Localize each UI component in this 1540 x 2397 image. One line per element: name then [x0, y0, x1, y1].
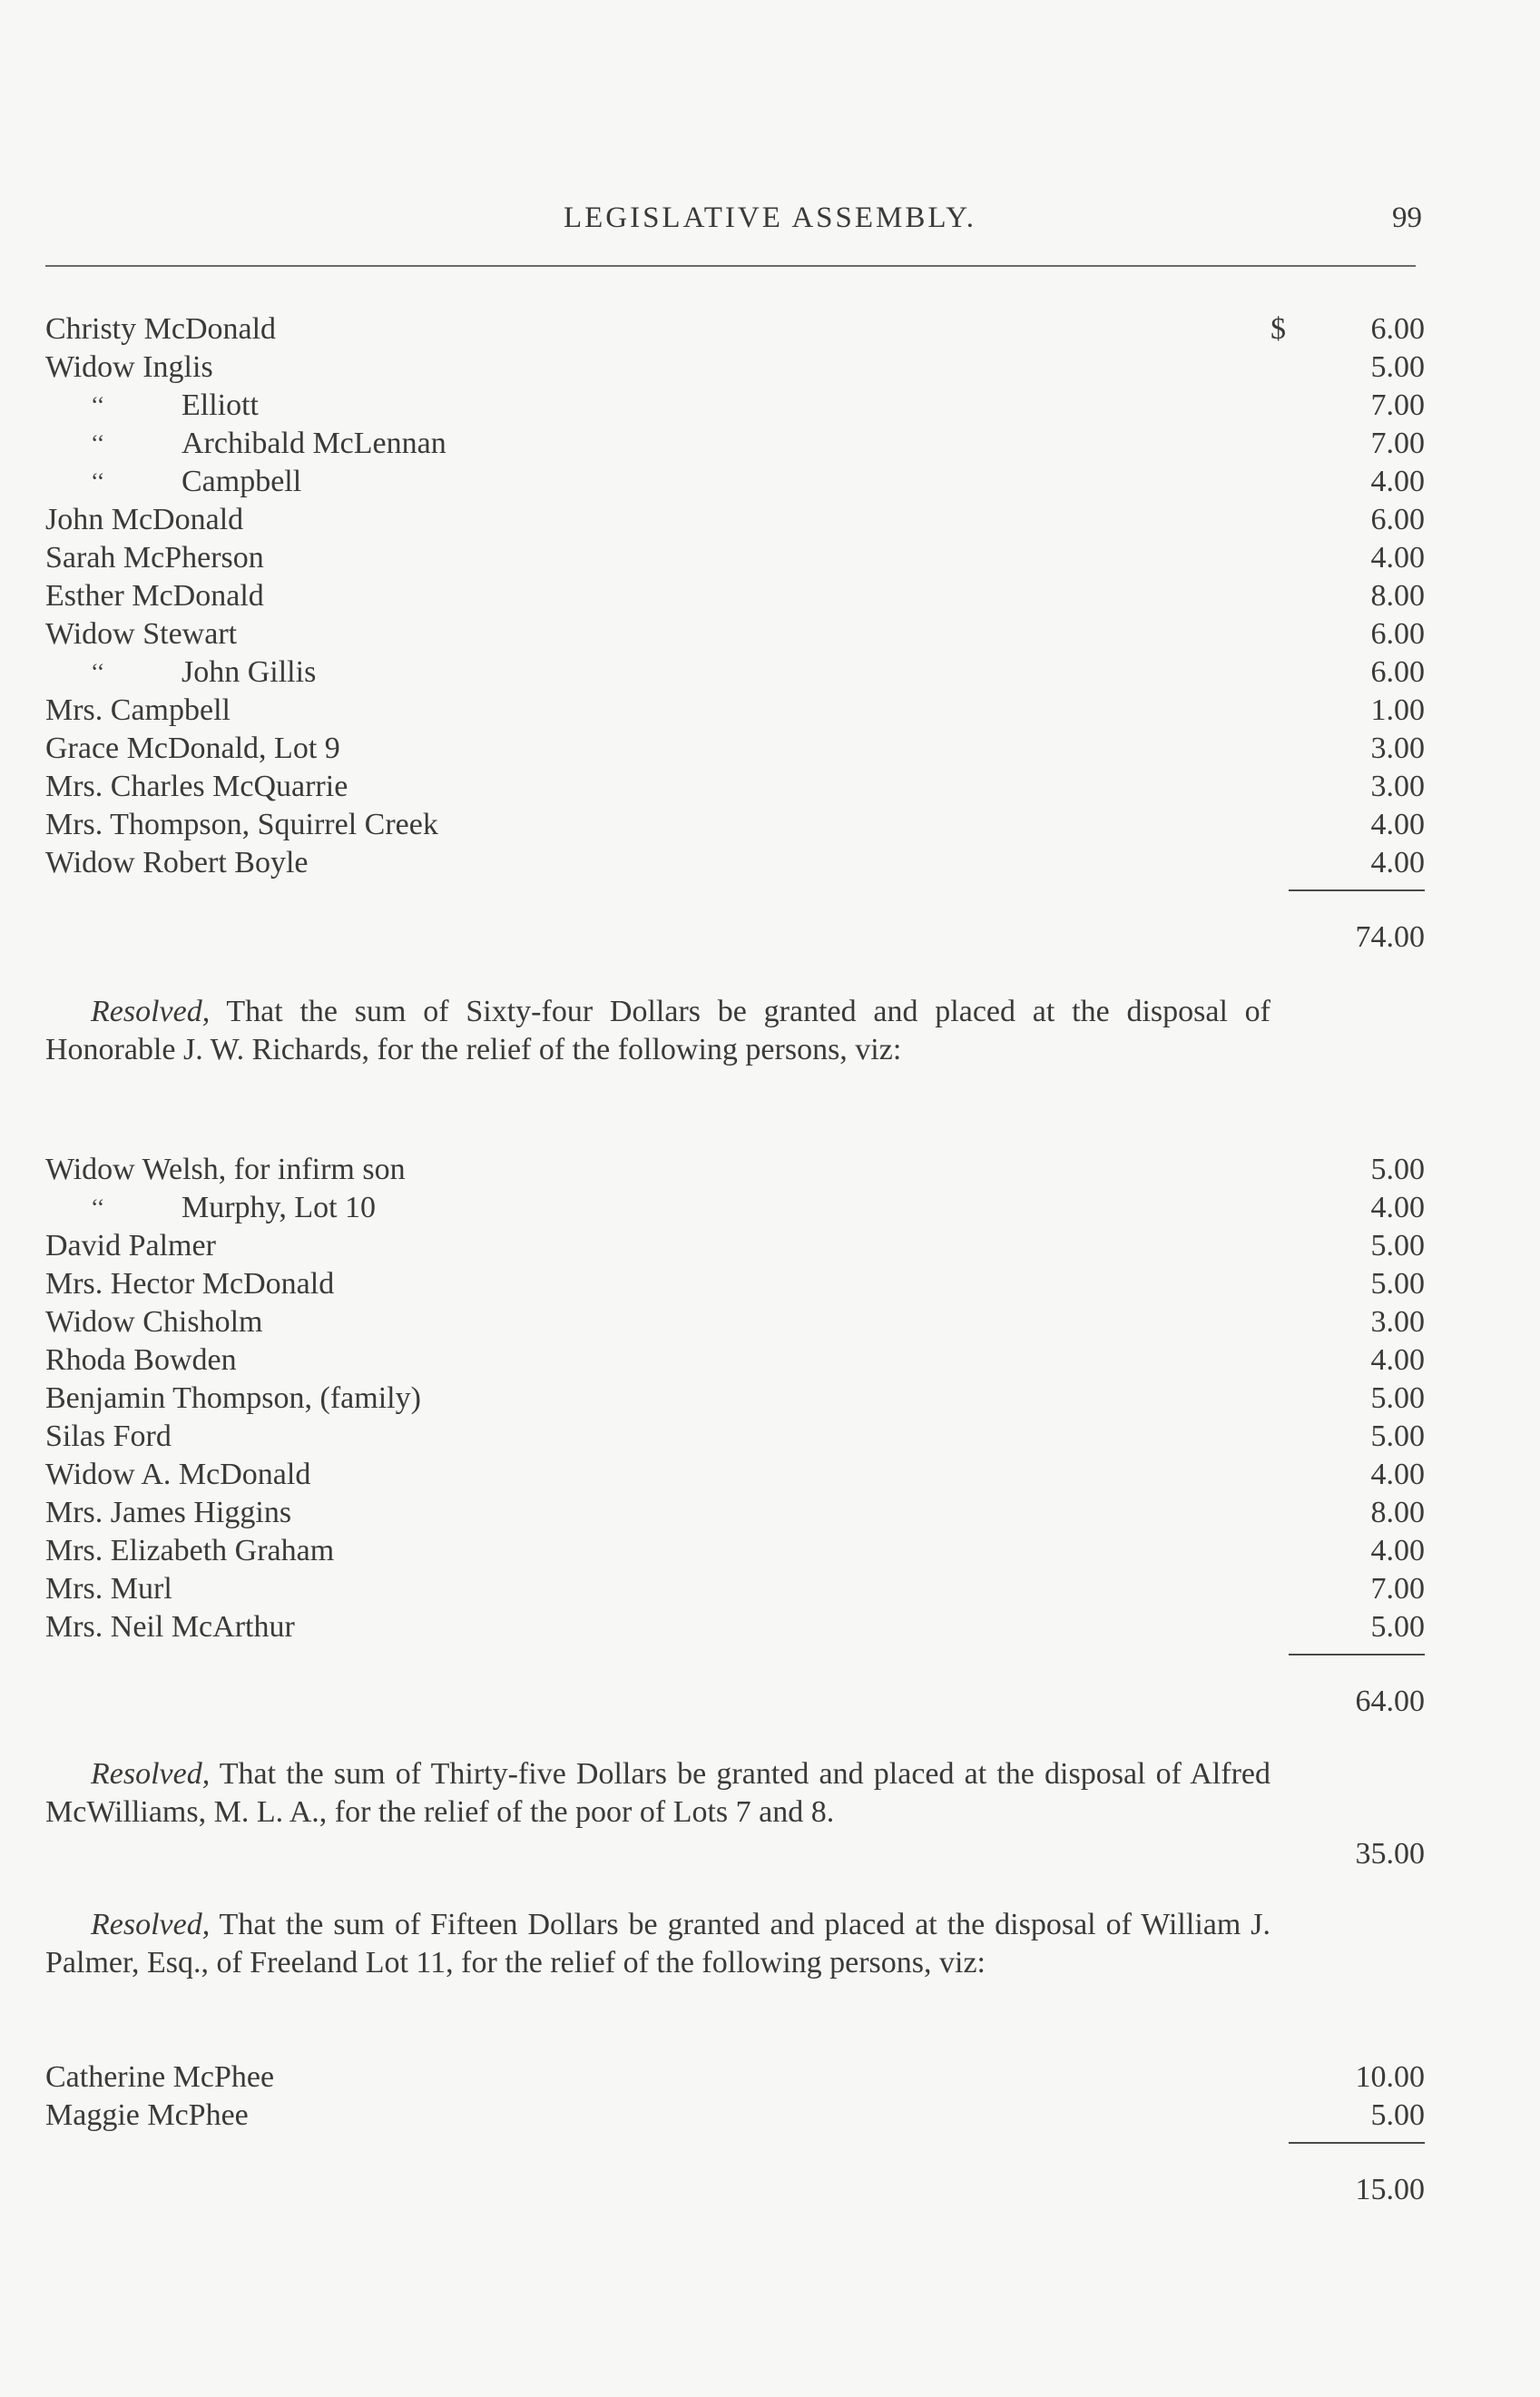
- recipient-name: Archibald McLennan: [181, 427, 446, 460]
- list-item: [45, 1341, 1425, 1380]
- amount-value: 4.00: [1370, 1191, 1425, 1224]
- amount-value: 4.00: [1370, 1343, 1425, 1377]
- recipient-name: Widow Stewart: [45, 617, 238, 651]
- list-item: [45, 1265, 1425, 1303]
- list-item: [45, 768, 1425, 806]
- resolved-label: Resolved,: [91, 1908, 211, 1941]
- ditto-mark: ‘‘: [91, 392, 105, 418]
- amount-value: 7.00: [1370, 427, 1425, 460]
- total-amount: 15.00: [1355, 2173, 1425, 2206]
- list-item: [45, 425, 1425, 463]
- recipient-name: Maggie McPhee: [45, 2098, 249, 2132]
- amount-value: 5.00: [1370, 350, 1425, 384]
- list-item: [45, 653, 1425, 692]
- amount-value: 7.00: [1370, 1572, 1425, 1606]
- resolution-3: [45, 1906, 1270, 1982]
- resolution-text: That the sum of Thirty-five Dollars be granted and placed at the disposal of Alfred McWilliams, M. L. A., for the relief of the poor of Lots 7 and 8.: [45, 1757, 1270, 1829]
- recipient-name: David Palmer: [45, 1229, 216, 1262]
- recipient-name: Mrs. Campbell: [45, 693, 231, 727]
- relief-list-3: [45, 2058, 1425, 2206]
- recipient-name: Esther McDonald: [45, 579, 264, 613]
- list-item: [45, 1189, 1425, 1227]
- total-amount: 64.00: [1355, 1685, 1425, 1718]
- amount-value: 6.00: [1370, 655, 1425, 689]
- amount-value: 4.00: [1370, 846, 1425, 879]
- list-item: [45, 501, 1425, 539]
- amount-value: 1.00: [1370, 693, 1425, 727]
- relief-list-1: [45, 310, 1425, 954]
- recipient-name: Murphy, Lot 10: [181, 1191, 377, 1224]
- amount-value: 4.00: [1370, 541, 1425, 575]
- amount-value: 4.00: [1370, 1458, 1425, 1491]
- recipient-name: Widow Welsh, for infirm son: [45, 1153, 406, 1186]
- list-item: [45, 463, 1425, 501]
- ditto-mark: ‘‘: [91, 1194, 105, 1221]
- amount-value: 7.00: [1370, 388, 1425, 422]
- recipient-name: Rhoda Bowden: [45, 1343, 237, 1377]
- resolution-text: That the sum of Fifteen Dollars be granted and placed at the disposal of William J. Palmer, Esq., of Freeland Lot 11, for the relief of the following persons, viz:: [45, 1908, 1270, 1979]
- ditto-mark: ‘‘: [91, 659, 105, 685]
- amount-value: 4.00: [1370, 465, 1425, 498]
- resolved-label: Resolved,: [91, 1757, 211, 1791]
- amount-value: 4.00: [1370, 1534, 1425, 1567]
- recipient-name: Mrs. Elizabeth Graham: [45, 1534, 335, 1567]
- amount-value: 5.00: [1370, 1153, 1425, 1186]
- amount-value: 3.00: [1370, 770, 1425, 803]
- list-item: [45, 349, 1425, 387]
- amount-value: 10.00: [1355, 2060, 1425, 2094]
- list-item: [45, 310, 1425, 349]
- list-item: [45, 615, 1425, 653]
- list-item: [45, 844, 1425, 882]
- recipient-name: Mrs. Hector McDonald: [45, 1267, 335, 1301]
- amount-value: 6.00: [1370, 312, 1425, 346]
- amount-value: 3.00: [1370, 1305, 1425, 1339]
- amount-value: 6.00: [1370, 503, 1425, 536]
- recipient-name: Mrs. Thompson, Squirrel Creek: [45, 808, 438, 841]
- list-item: [45, 1418, 1425, 1456]
- page-number: 99: [1392, 201, 1422, 234]
- amount-value: 8.00: [1370, 579, 1425, 613]
- amount-value: 5.00: [1370, 2098, 1425, 2132]
- resolution-1: [45, 993, 1270, 1069]
- recipient-name: Widow A. McDonald: [45, 1458, 311, 1491]
- total-rule: [1289, 2142, 1425, 2144]
- total-rule: [1289, 889, 1425, 891]
- list-item: [45, 1380, 1425, 1418]
- resolution-2-amount: 35.00: [1355, 1837, 1425, 1871]
- amount-value: 5.00: [1370, 1229, 1425, 1262]
- recipient-name: Catherine McPhee: [45, 2060, 275, 2094]
- list-item: [45, 806, 1425, 844]
- amount-value: 5.00: [1370, 1381, 1425, 1415]
- amount-value: 6.00: [1370, 617, 1425, 651]
- resolution-text: That the sum of Sixty-four Dollars be granted and placed at the disposal of Honorable J. W. Richards, for the relief of the following persons, viz:: [45, 995, 1270, 1066]
- recipient-name: Christy McDonald: [45, 312, 277, 346]
- list-item: [45, 2058, 1425, 2097]
- recipient-name: Widow Inglis: [45, 350, 213, 384]
- page-header: [0, 192, 1540, 247]
- recipient-name: Silas Ford: [45, 1420, 172, 1453]
- list-item: [45, 2097, 1425, 2135]
- recipient-name: Benjamin Thompson, (family): [45, 1381, 421, 1415]
- list-item: [45, 1494, 1425, 1532]
- resolution-2: [45, 1755, 1270, 1832]
- list-item: [45, 1532, 1425, 1570]
- amount-value: 5.00: [1370, 1610, 1425, 1644]
- recipient-name: Widow Robert Boyle: [45, 846, 309, 879]
- recipient-name: John Gillis: [181, 655, 317, 689]
- total-amount: 74.00: [1355, 920, 1425, 954]
- amount-value: 3.00: [1370, 732, 1425, 765]
- recipient-name: Elliott: [181, 388, 259, 422]
- list-item: [45, 1227, 1425, 1265]
- list-item: [45, 730, 1425, 768]
- header-rule: [45, 265, 1416, 267]
- ditto-mark: ‘‘: [91, 430, 105, 457]
- list-item: [45, 387, 1425, 425]
- amount-value: 4.00: [1370, 808, 1425, 841]
- recipient-name: Mrs. Murl: [45, 1572, 172, 1606]
- list-item: [45, 1608, 1425, 1646]
- recipient-name: Campbell: [181, 465, 302, 498]
- ditto-mark: ‘‘: [91, 468, 105, 495]
- resolved-label: Resolved,: [91, 995, 211, 1028]
- list-item: [45, 539, 1425, 577]
- list-item: [45, 1456, 1425, 1494]
- total-rule: [1289, 1654, 1425, 1655]
- list-item: [45, 1151, 1425, 1189]
- amount-value: 5.00: [1370, 1420, 1425, 1453]
- list-item: [45, 1570, 1425, 1608]
- recipient-name: Mrs. Neil McArthur: [45, 1610, 295, 1644]
- list-item: [45, 577, 1425, 615]
- currency-symbol: $: [1270, 312, 1286, 346]
- recipient-name: Grace McDonald, Lot 9: [45, 732, 340, 765]
- recipient-name: Widow Chisholm: [45, 1305, 263, 1339]
- amount-value: 8.00: [1370, 1496, 1425, 1529]
- recipient-name: Mrs. Charles McQuarrie: [45, 770, 348, 803]
- relief-list-2: [45, 1151, 1425, 1718]
- recipient-name: John McDonald: [45, 503, 244, 536]
- recipient-name: Sarah McPherson: [45, 541, 264, 575]
- list-item: [45, 1303, 1425, 1341]
- list-item: [45, 692, 1425, 730]
- recipient-name: Mrs. James Higgins: [45, 1496, 292, 1529]
- amount-value: 5.00: [1370, 1267, 1425, 1301]
- page-title: LEGISLATIVE ASSEMBLY.: [563, 201, 977, 234]
